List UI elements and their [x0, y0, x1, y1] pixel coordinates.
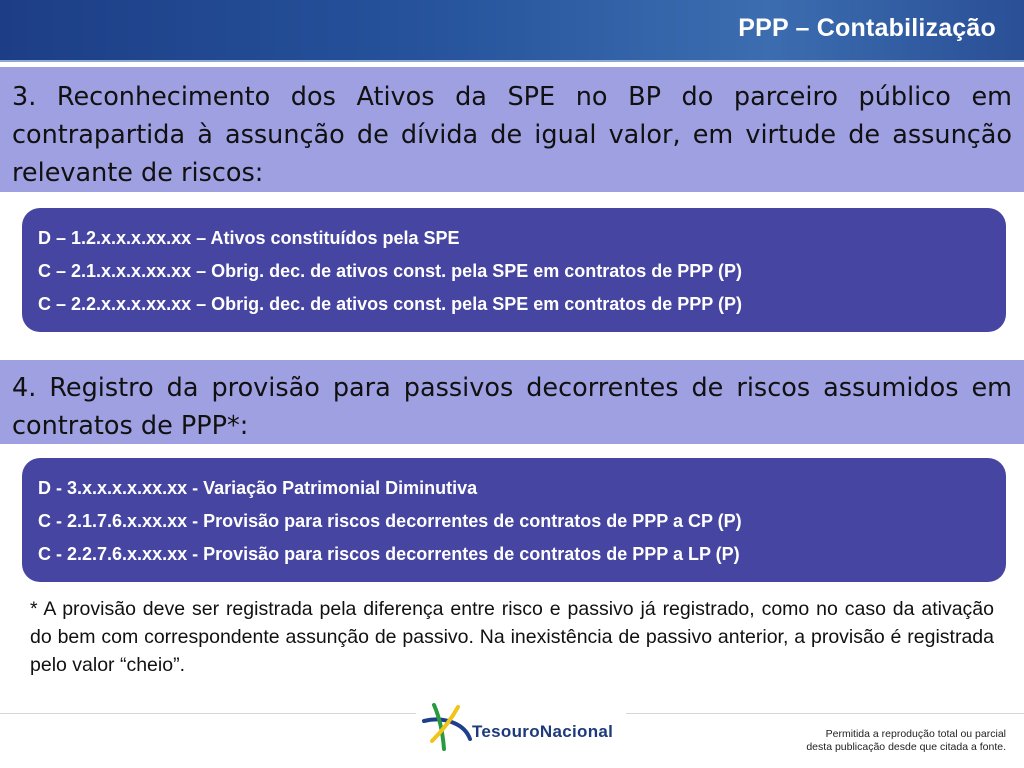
- footnote: * A provisão deve ser registrada pela diferença entre risco e passivo já registrado, como no caso da ativação do bem com correspondente assunção de passivo. Na inexistência de passivo anterior, a provisão é registrada pelo valor “cheio”.: [30, 598, 994, 676]
- copyright-line-1: Permitida a reprodução total ou parcial: [825, 728, 1006, 740]
- section-3-credit-entry-long-term: C – 2.2.x.x.x.xx.xx – Obrig. dec. de ativos const. pela SPE em contratos de PPP (P): [38, 294, 742, 314]
- section-3-heading: 3. Reconhecimento dos Ativos da SPE no BP do parceiro público em contrapartida à assunção de dívida de igual valor, em virtude de assunção relevante de riscos:: [0, 67, 1024, 192]
- section-4-credit-entry-long-term: C - 2.2.7.6.x.xx.xx - Provisão para riscos decorrentes de contratos de PPP a LP (P): [38, 544, 740, 564]
- section-3-entries-box: [22, 208, 1006, 332]
- section-4-heading: 4. Registro da provisão para passivos decorrentes de riscos assumidos em contratos de PPP*:: [0, 360, 1024, 444]
- logo-wordmark: TesouroNacional: [472, 722, 614, 741]
- slide-header: [0, 0, 1024, 62]
- section-3-debit-entry: D – 1.2.x.x.x.xx.xx – Ativos constituídos pela SPE: [38, 228, 460, 248]
- section-4-entries-box: [22, 458, 1006, 582]
- copyright-line-2: desta publicação desde que citada a fonte.: [806, 741, 1006, 753]
- tesouro-nacional-emblem-icon: [420, 697, 474, 757]
- copyright-notice: [806, 728, 1006, 754]
- section-4-debit-entry: D - 3.x.x.x.x.xx.xx - Variação Patrimonial Diminutiva: [38, 478, 478, 498]
- tesouro-nacional-logo: [416, 697, 626, 761]
- section-4-credit-entry-short-term: C - 2.1.7.6.x.xx.xx - Provisão para riscos decorrentes de contratos de PPP a CP (P): [38, 511, 742, 531]
- section-3-credit-entry-short-term: C – 2.1.x.x.x.xx.xx – Obrig. dec. de ativos const. pela SPE em contratos de PPP (P): [38, 261, 742, 281]
- slide-title: PPP – Contabilização: [738, 14, 996, 42]
